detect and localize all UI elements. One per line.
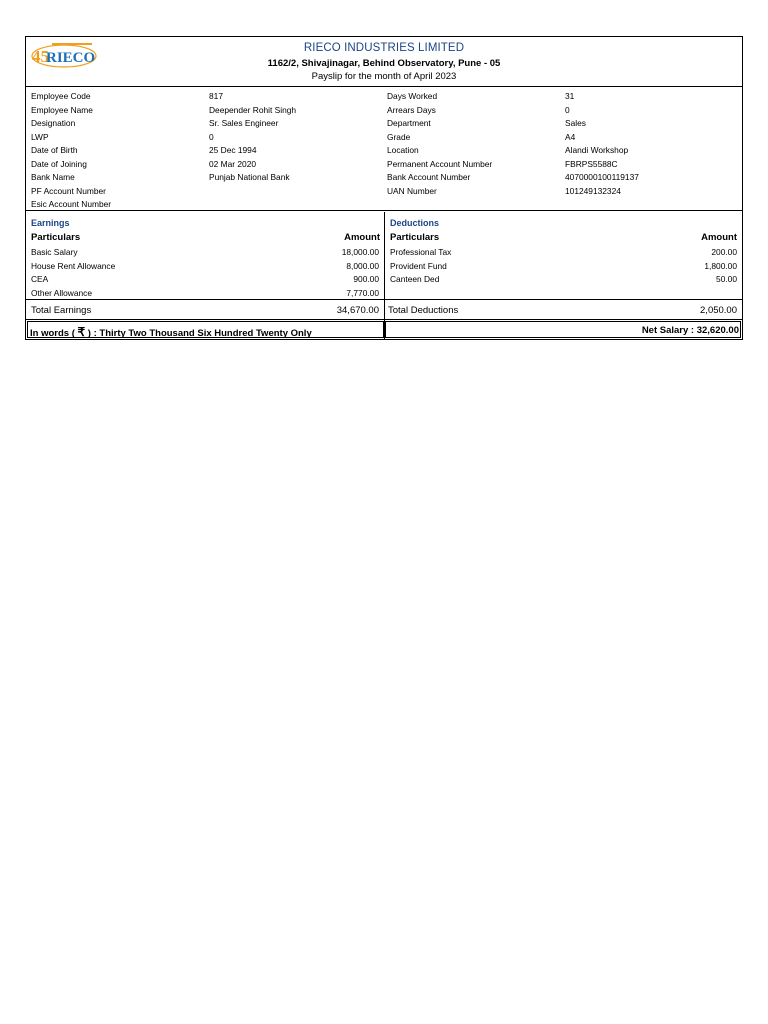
payslip-header — [26, 37, 742, 87]
earning-label: Basic Salary — [31, 247, 78, 257]
total-earnings-value: 34,670.00 — [336, 305, 379, 316]
rupee-icon: ₹ — [77, 325, 86, 339]
info-value: A4 — [565, 131, 576, 142]
info-value: 02 Mar 2020 — [209, 158, 257, 169]
total-earnings-label: Total Earnings — [31, 305, 92, 316]
info-label: Designation — [31, 118, 76, 128]
earnings-title: Earnings — [31, 218, 70, 228]
info-label: Grade — [387, 131, 411, 142]
earnings-amount-header: Amount — [344, 232, 380, 243]
deduction-amount: 1,800.00 — [704, 260, 737, 271]
deductions-title: Deductions — [390, 218, 440, 228]
amount-in-words — [27, 321, 384, 338]
info-label: Date of Birth — [31, 145, 78, 155]
deductions-particulars-header: Particulars — [390, 232, 440, 243]
info-value: 31 — [565, 91, 575, 101]
info-value: 101249132324 — [565, 185, 621, 196]
totals-row — [26, 299, 742, 320]
earning-amount: 900.00 — [353, 274, 379, 284]
info-label: Department — [387, 118, 431, 128]
info-label: Date of Joining — [31, 158, 87, 169]
info-label: Location — [387, 145, 419, 155]
info-label: UAN Number — [387, 185, 437, 196]
deduction-label: Provident Fund — [390, 260, 447, 271]
earning-amount: 18,000.00 — [341, 247, 379, 257]
info-label: Employee Code — [31, 91, 91, 101]
total-deductions-label: Total Deductions — [388, 305, 459, 316]
info-label: Permanent Account Number — [387, 158, 493, 169]
deductions-amount-header: Amount — [701, 232, 737, 243]
company-name: RIECO INDUSTRIES LIMITED — [303, 42, 465, 54]
earning-label: Other Allowance — [31, 287, 92, 298]
payslip-period: Payslip for the month of April 2023 — [311, 71, 457, 82]
info-value: Sr. Sales Engineer — [209, 118, 279, 128]
info-value: Deepender Rohit Singh — [209, 104, 297, 115]
employee-info — [26, 88, 742, 211]
earning-label: House Rent Allowance — [31, 260, 116, 271]
earning-amount: 7,770.00 — [346, 287, 379, 298]
logo-text: RIECO — [46, 50, 96, 66]
info-label: LWP — [31, 131, 49, 142]
info-value: 0 — [209, 131, 214, 142]
deduction-label: Professional Tax — [390, 247, 452, 257]
words-text: ) : Thirty Two Thousand Six Hundred Twenty Only — [85, 328, 312, 339]
earning-amount: 8,000.00 — [346, 260, 379, 271]
net-salary: Net Salary : 32,620.00 — [385, 321, 741, 338]
payslip — [25, 36, 743, 340]
total-deductions-value: 2,050.00 — [700, 305, 737, 316]
earnings-deductions — [26, 212, 742, 298]
info-value: 817 — [209, 91, 223, 101]
info-value: Sales — [565, 118, 586, 128]
earnings-particulars-header: Particulars — [31, 232, 81, 243]
earning-label: CEA — [31, 274, 49, 284]
info-value: 4070000100119137 — [565, 172, 639, 182]
info-label: Bank Account Number — [387, 172, 471, 182]
info-value: FBRPS5588C — [565, 158, 618, 169]
logo-number: 45 — [32, 47, 49, 66]
info-value: Punjab National Bank — [209, 172, 290, 182]
deduction-amount: 50.00 — [716, 274, 737, 284]
deduction-label: Canteen Ded — [390, 274, 440, 284]
info-label: Esic Account Number — [31, 199, 112, 209]
info-label: Bank Name — [31, 172, 75, 182]
info-label: Days Worked — [387, 91, 438, 101]
info-label: Employee Name — [31, 104, 93, 115]
deduction-amount: 200.00 — [711, 247, 737, 257]
company-address: 1162/2, Shivajinagar, Behind Observatory, Pune - 05 — [267, 58, 501, 69]
words-prefix: In words ( — [30, 328, 78, 339]
info-value: 0 — [565, 104, 570, 115]
info-value: Alandi Workshop — [565, 145, 629, 155]
info-value: 25 Dec 1994 — [209, 145, 257, 155]
info-label: PF Account Number — [31, 185, 106, 196]
info-label: Arrears Days — [387, 104, 436, 115]
